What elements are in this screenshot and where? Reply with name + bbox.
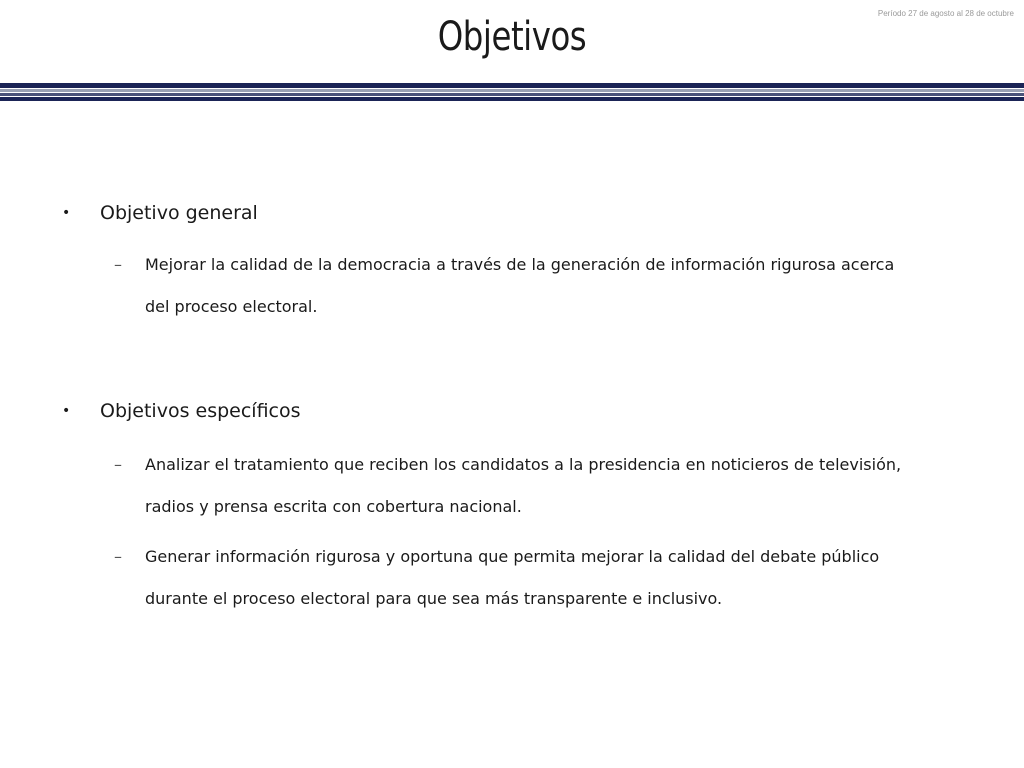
slide-title: Objetivos	[437, 14, 587, 60]
dash-icon: –	[114, 547, 122, 566]
sub-bullet-text: Analizar el tratamiento que reciben los candidatos a la presidencia en noticieros de televisión, radios y prensa escrita con cobertura nacional.	[145, 455, 902, 516]
dash-icon: –	[114, 455, 122, 474]
dash-icon: –	[114, 255, 122, 274]
header-rule-bottom	[0, 97, 1024, 101]
sub-bullet-text: Generar información rigurosa y oportuna que permita mejorar la calidad del debate público durante el proceso electoral para que sea más transparente e inclusivo.	[145, 547, 880, 608]
bullet-objetivo-general	[62, 202, 258, 224]
header-rule-top	[0, 83, 1024, 88]
section-heading: Objetivo general	[100, 202, 258, 224]
bullet-icon: •	[62, 205, 71, 221]
bullet-objetivos-especificos	[62, 400, 301, 422]
header-rule-mid	[0, 93, 1024, 96]
sub-bullet-item	[114, 536, 914, 620]
period-label: Período 27 de agosto al 28 de octubre	[877, 9, 1014, 18]
header-rule-light	[0, 89, 1024, 92]
sub-bullet-item	[114, 244, 914, 328]
sub-bullet-text: Mejorar la calidad de la democracia a través de la generación de información rigurosa acerca del proceso electoral.	[145, 255, 895, 316]
bullet-icon: •	[62, 403, 71, 419]
section-heading: Objetivos específicos	[100, 400, 301, 422]
sub-bullet-item	[114, 444, 914, 528]
